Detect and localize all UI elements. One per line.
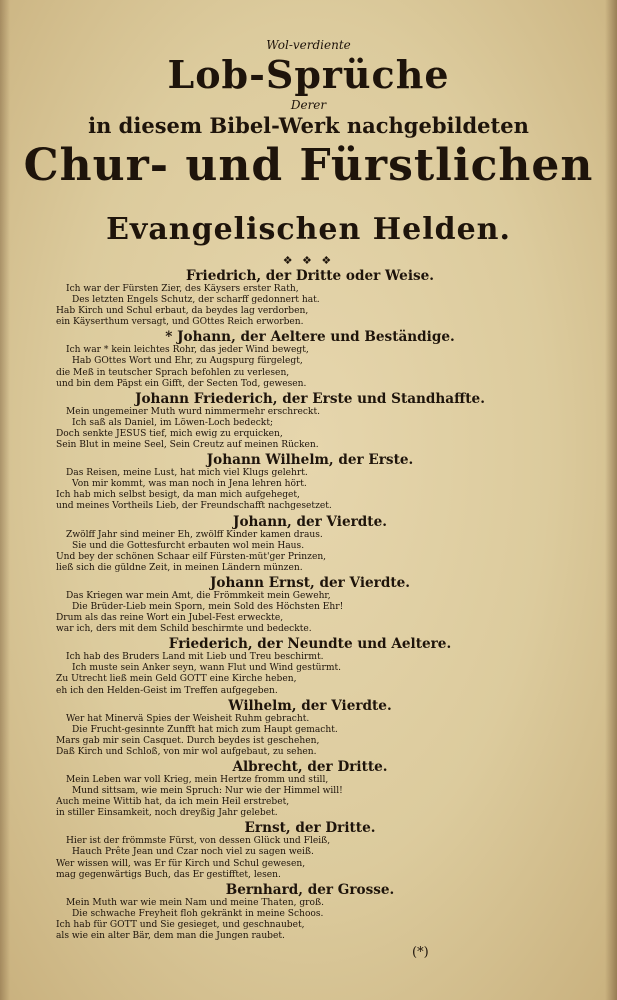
poem-line: in stiller Einsamkeit, noch dreyßig Jahr gelebet. bbox=[56, 808, 278, 819]
poem-title: * Johann, der Aeltere und Beständige. bbox=[165, 329, 455, 346]
poem-line: Und bey der schönen Schaar eilf Fürsten-müt'ger Prinzen, bbox=[56, 551, 327, 562]
poem-line: Mein Leben war voll Krieg, mein Hertze fromm und still, bbox=[66, 775, 329, 785]
header-derer: Derer bbox=[290, 98, 327, 112]
poem-block bbox=[50, 514, 570, 574]
poem-line: Ich hab für GOTT und Sie gesieget, und geschnaubet, bbox=[56, 919, 305, 930]
ornament-icon: ❖ ❖ ❖ bbox=[282, 254, 335, 267]
poem-line: Mein Muth war wie mein Nam und meine Thaten, groß. bbox=[66, 897, 324, 908]
poem-title: Friederich, der Neundte und Aeltere. bbox=[168, 636, 452, 653]
signature-mark: (*) bbox=[412, 945, 429, 960]
poem-line: Das Kriegen war mein Amt, die Frömmkeit mein Gewehr, bbox=[66, 590, 331, 601]
poem-line: Wer wissen will, was Er für Kirch und Schul gewesen, bbox=[56, 858, 306, 869]
poem-line: Hab GOttes Wort und Ehr, zu Augspurg fürgelegt, bbox=[72, 356, 303, 367]
poem-block bbox=[50, 391, 570, 451]
poem-line: Das Reisen, meine Lust, hat mich viel Klugs gelehrt. bbox=[66, 468, 308, 479]
poem-line: und meines Vortheils Lieb, der Freundschafft nachgesetzet. bbox=[56, 501, 332, 512]
poem-block bbox=[50, 759, 570, 819]
header-chur-fuerstlichen: Chur- und Fürstlichen bbox=[23, 140, 594, 191]
poem-line: Von mir kommt, was man noch in Jena lehren hört. bbox=[72, 479, 307, 490]
poem-title: Albrecht, der Dritte. bbox=[232, 759, 388, 775]
poem-title: Johann, der Vierdte. bbox=[233, 513, 387, 530]
poem-line: Ich war * kein leichtes Rohr, das jeder Wind bewegt, bbox=[66, 345, 309, 356]
poem-title: Johann Ernst, der Vierdte. bbox=[210, 574, 410, 591]
poem-line: Ich war der Fürsten Zier, des Käysers erster Rath, bbox=[66, 284, 299, 294]
poem-title: Johann Friederich, der Erste und Standhaffte. bbox=[135, 390, 485, 407]
poem-line: Mund sittsam, wie mein Spruch: Nur wie der Himmel will! bbox=[72, 786, 343, 797]
poem-block bbox=[50, 698, 570, 758]
poem-block bbox=[50, 329, 570, 389]
poem-line: Ich hab des Bruders Land mit Lieb und Treu beschirmt. bbox=[66, 652, 324, 663]
poem-line: eh ich den Helden-Geist im Treffen aufgegeben. bbox=[56, 685, 278, 696]
poem-line: Sein Blut in meine Seel, Sein Creutz auf meinen Rücken. bbox=[56, 440, 319, 451]
header-wol-verdiente: Wol-verdiente bbox=[266, 38, 351, 52]
header-evangelischen-helden: Evangelischen Helden. bbox=[106, 212, 511, 247]
poem-line: Die Frucht-gesinnte Zunfft hat mich zum Haupt gemacht. bbox=[72, 724, 338, 735]
poem-line: ein Käyserthum versagt, und GOttes Reich erworben. bbox=[56, 317, 304, 328]
poem-line: Hab Kirch und Schul erbaut, da beydes lag verdorben, bbox=[56, 306, 309, 317]
poem-line: und bin dem Päpst ein Gifft, der Secten Tod, gewesen. bbox=[56, 378, 307, 389]
header-lob-sprueche: Lob-Sprüche bbox=[167, 52, 450, 97]
poem-line: Zwölff Jahr sind meiner Eh, zwölff Kinder kamen draus. bbox=[66, 529, 323, 540]
poem-block bbox=[50, 575, 570, 635]
poem-line: Drum als das reine Wort ein Jubel-Fest erweckte, bbox=[56, 613, 284, 624]
poem-list bbox=[50, 268, 570, 943]
poem-block bbox=[50, 452, 570, 512]
poem-line: Die schwache Freyheit floh gekränkt in meine Schoos. bbox=[72, 908, 324, 919]
poem-line: Mein ungemeiner Muth wurd nimmermehr erschreckt. bbox=[66, 406, 320, 417]
poem-line: Die Brüder-Lieb mein Sporn, mein Sold des Höchsten Ehr! bbox=[72, 601, 344, 612]
poem-line: mag gegenwärtigs Buch, das Er gestifftet, lesen. bbox=[56, 869, 281, 880]
poem-line: als wie ein alter Bär, dem man die Jungen raubet. bbox=[56, 931, 285, 942]
poem-line: Ich hab mich selbst besigt, da man mich aufgeheget, bbox=[56, 490, 300, 501]
poem-line: Hier ist der frömmste Fürst, von dessen Glück und Fleiß, bbox=[66, 836, 331, 847]
poem-line: Auch meine Wittib hat, da ich mein Heil erstrebet, bbox=[56, 797, 290, 808]
poem-line: Zu Utrecht ließ mein Geld GOTT eine Kirche heben, bbox=[56, 674, 297, 685]
poem-block bbox=[50, 268, 570, 328]
poem-line: die Meß in teutscher Sprach befohlen zu verlesen, bbox=[56, 367, 290, 378]
poem-line: Daß Kirch und Schloß, von mir wol aufgebaut, zu sehen. bbox=[56, 746, 317, 757]
poem-line: Hauch Prête Jean und Czar noch viel zu sagen weiß. bbox=[72, 847, 314, 858]
header-bibel-werk: in diesem Bibel-Werk nachgebildeten bbox=[88, 113, 529, 138]
poem-line: war ich, ders mit dem Schild beschirmte und bedeckte. bbox=[56, 624, 312, 635]
poem-line: ließ sich die güldne Zeit, in meinen Ländern münzen. bbox=[56, 562, 303, 573]
poem-title: Ernst, der Dritte. bbox=[244, 820, 376, 837]
poem-block bbox=[50, 882, 570, 942]
poem-title: Friedrich, der Dritte oder Weise. bbox=[185, 268, 435, 284]
poem-block bbox=[50, 820, 570, 880]
poem-title: Bernhard, der Grosse. bbox=[225, 881, 395, 898]
poem-line: Ich muste sein Anker seyn, wann Flut und Wind gestürmt. bbox=[72, 663, 342, 674]
poem-line: Wer hat Minervä Spies der Weisheit Ruhm gebracht. bbox=[66, 713, 310, 724]
poem-title: Wilhelm, der Vierdte. bbox=[228, 697, 392, 714]
poem-title: Johann Wilhelm, der Erste. bbox=[206, 452, 414, 469]
poem-line: Mars gab mir sein Casquet. Durch beydes ist geschehen, bbox=[56, 735, 320, 746]
poem-line: Des letzten Engels Schutz, der scharff gedonnert hat. bbox=[72, 295, 320, 306]
poem-line: Ich saß als Daniel, im Löwen-Loch bedeckt; bbox=[72, 417, 274, 428]
poem-block bbox=[50, 636, 570, 696]
poem-line: Sie und die Gottesfurcht erbauten wol mein Haus. bbox=[72, 540, 305, 551]
poem-line: Doch senkte JESUS tief, mich ewig zu erquicken, bbox=[56, 428, 283, 439]
